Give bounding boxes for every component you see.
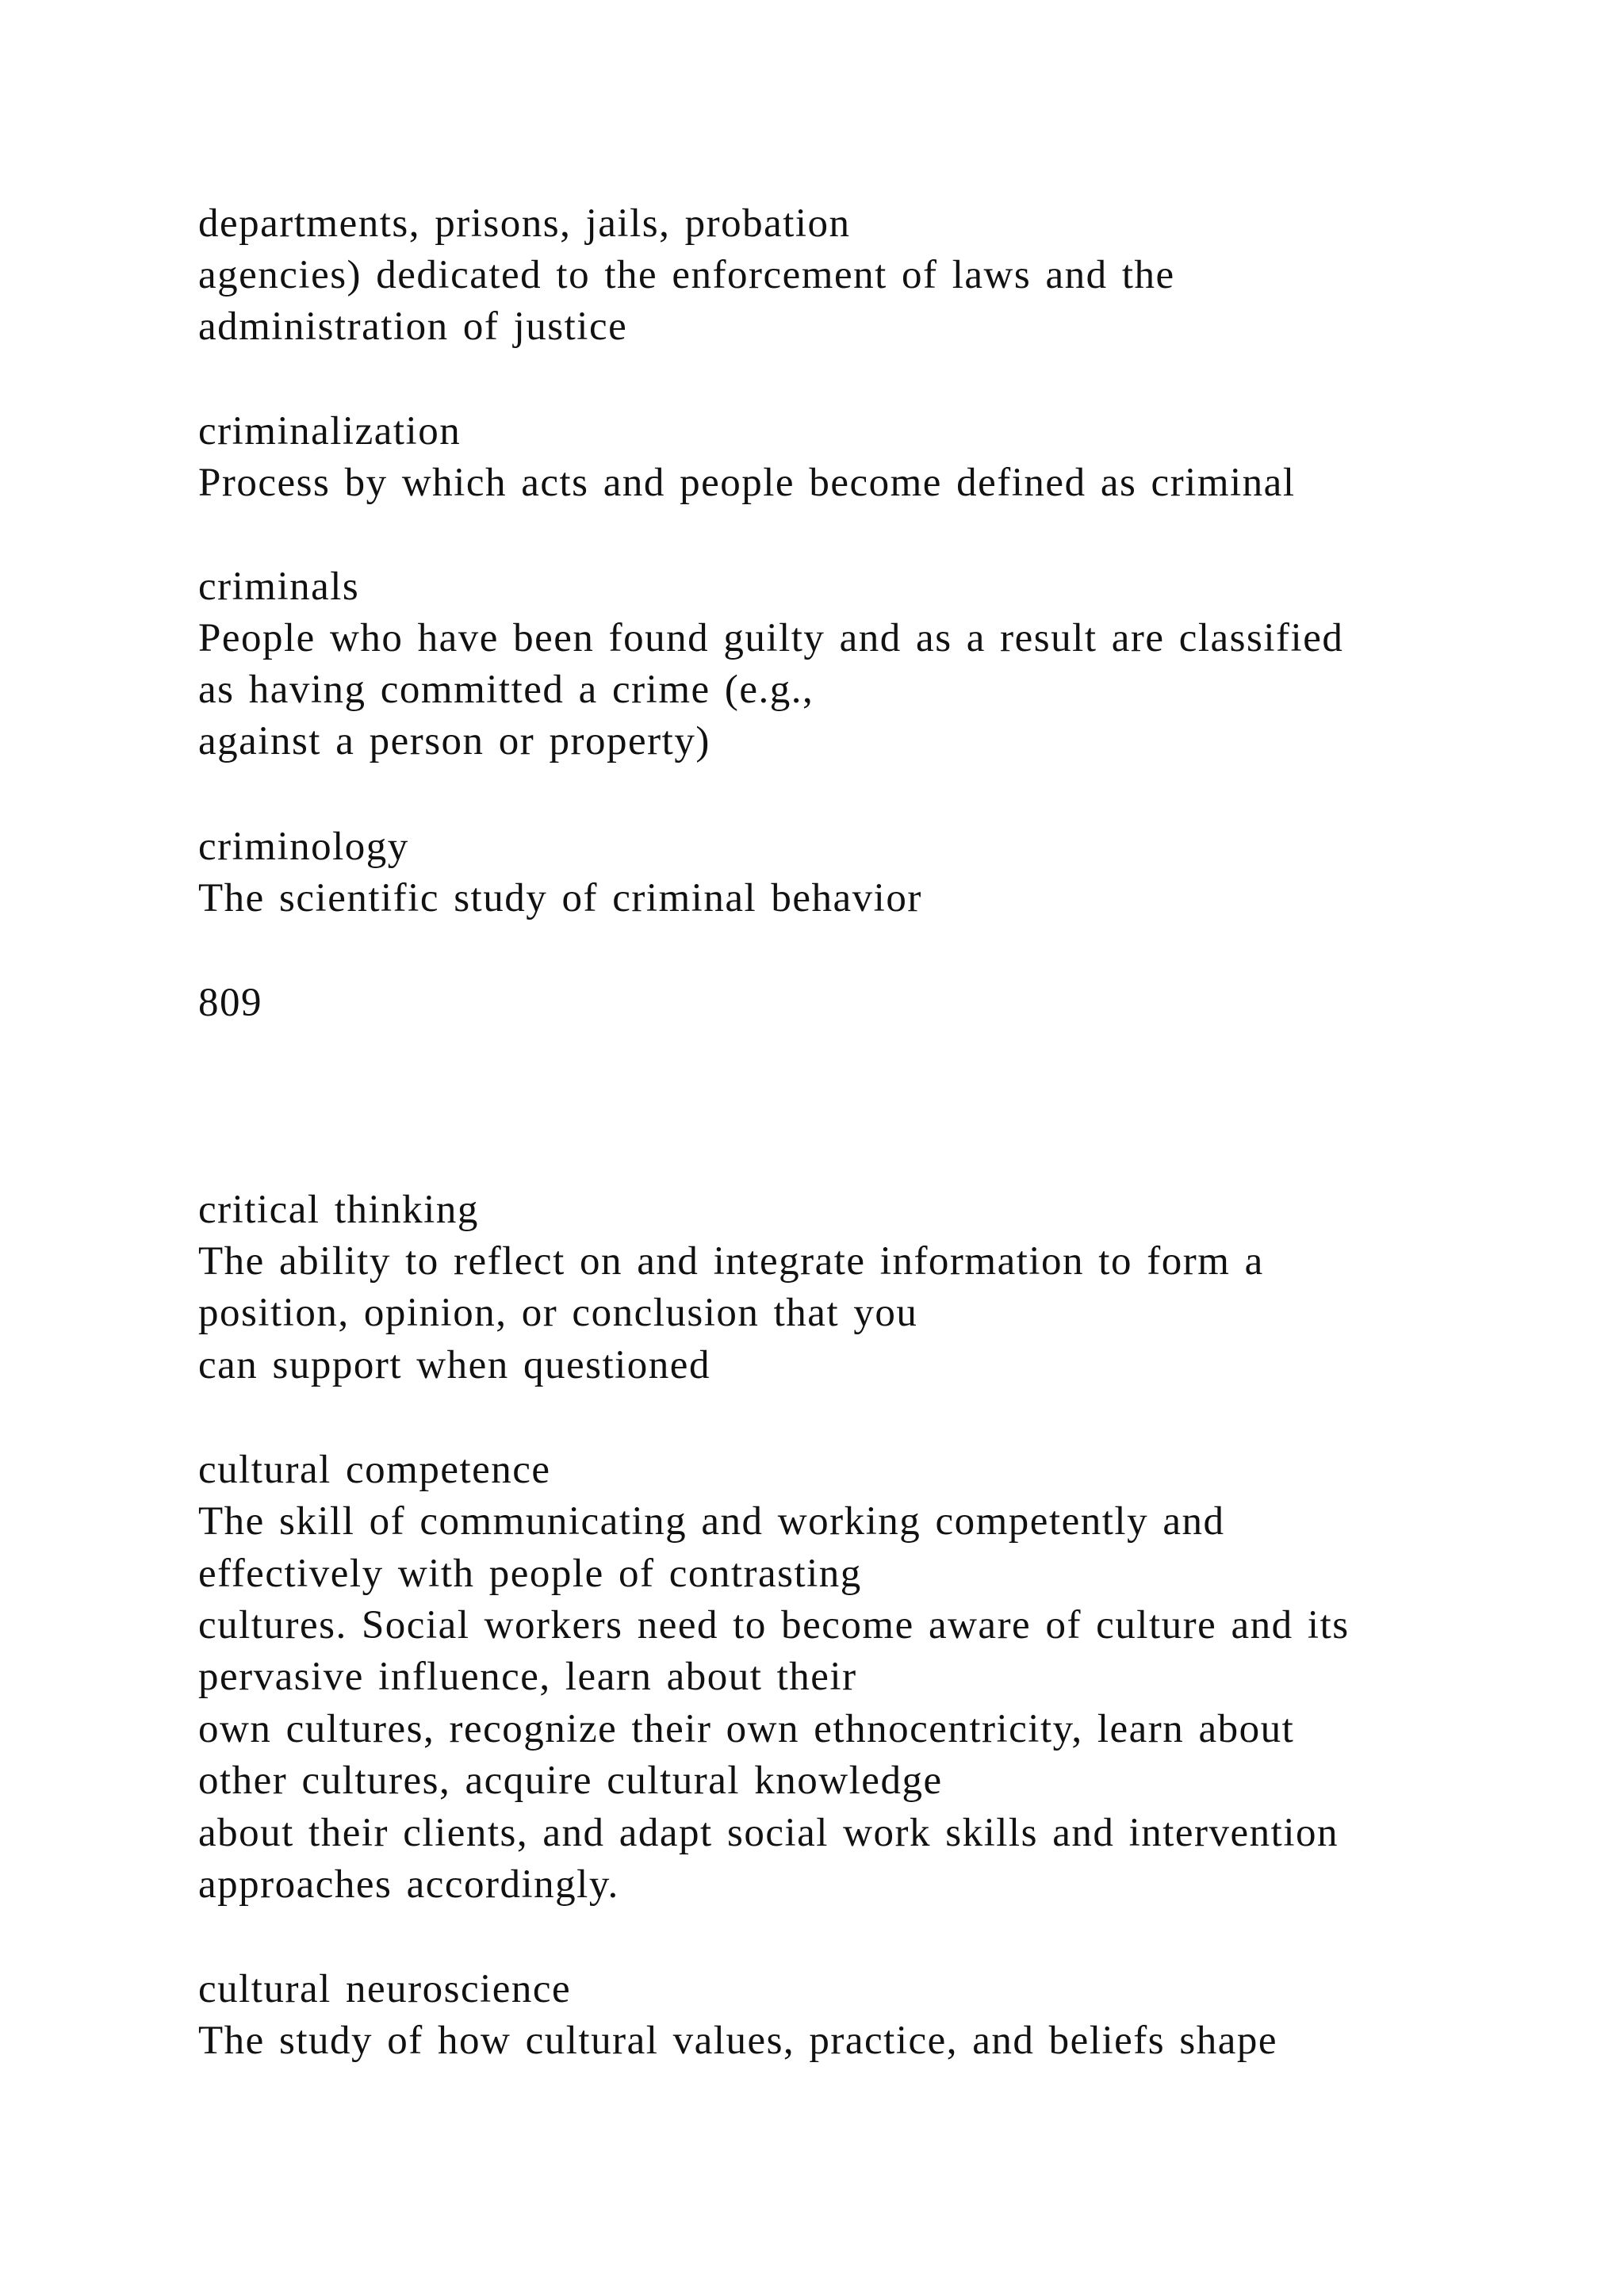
page-number: 809 [198, 981, 262, 1025]
term-definition: own cultures, recognize their own ethnocentricity, learn about [198, 1707, 1295, 1751]
term-definition: The ability to reflect on and integrate information to form a [198, 1239, 1264, 1284]
term-definition: effectively with people of contrasting [198, 1552, 862, 1596]
term-definition: approaches accordingly. [198, 1862, 619, 1907]
term-heading: cultural competence [198, 1448, 551, 1492]
term-heading: cultural neuroscience [198, 1967, 572, 2011]
term-definition: The study of how cultural values, practice, and beliefs shape [198, 2019, 1277, 2063]
text-line: administration of justice [198, 304, 628, 349]
term-definition: about their clients, and adapt social work skills and intervention [198, 1811, 1339, 1855]
term-definition: as having committed a crime (e.g., [198, 668, 814, 712]
text-line: agencies) dedicated to the enforcement of laws and the [198, 253, 1175, 297]
term-heading: criminalization [198, 409, 462, 453]
term-definition: People who have been found guilty and as a result are classified [198, 616, 1344, 660]
term-heading: criminals [198, 564, 360, 609]
text-line: departments, prisons, jails, probation [198, 201, 851, 246]
term-heading: critical thinking [198, 1188, 479, 1232]
term-definition: position, opinion, or conclusion that you [198, 1291, 918, 1335]
term-definition: The scientific study of criminal behavior [198, 876, 922, 920]
term-definition: can support when questioned [198, 1343, 710, 1387]
term-definition: The skill of communicating and working competently and [198, 1499, 1225, 1544]
term-heading: criminology [198, 825, 409, 869]
term-definition: against a person or property) [198, 719, 710, 763]
term-definition: pervasive influence, learn about their [198, 1655, 857, 1699]
term-definition: other cultures, acquire cultural knowledge [198, 1758, 943, 1803]
term-definition: cultures. Social workers need to become aware of culture and its [198, 1603, 1350, 1647]
term-definition: Process by which acts and people become defined as criminal [198, 461, 1296, 505]
